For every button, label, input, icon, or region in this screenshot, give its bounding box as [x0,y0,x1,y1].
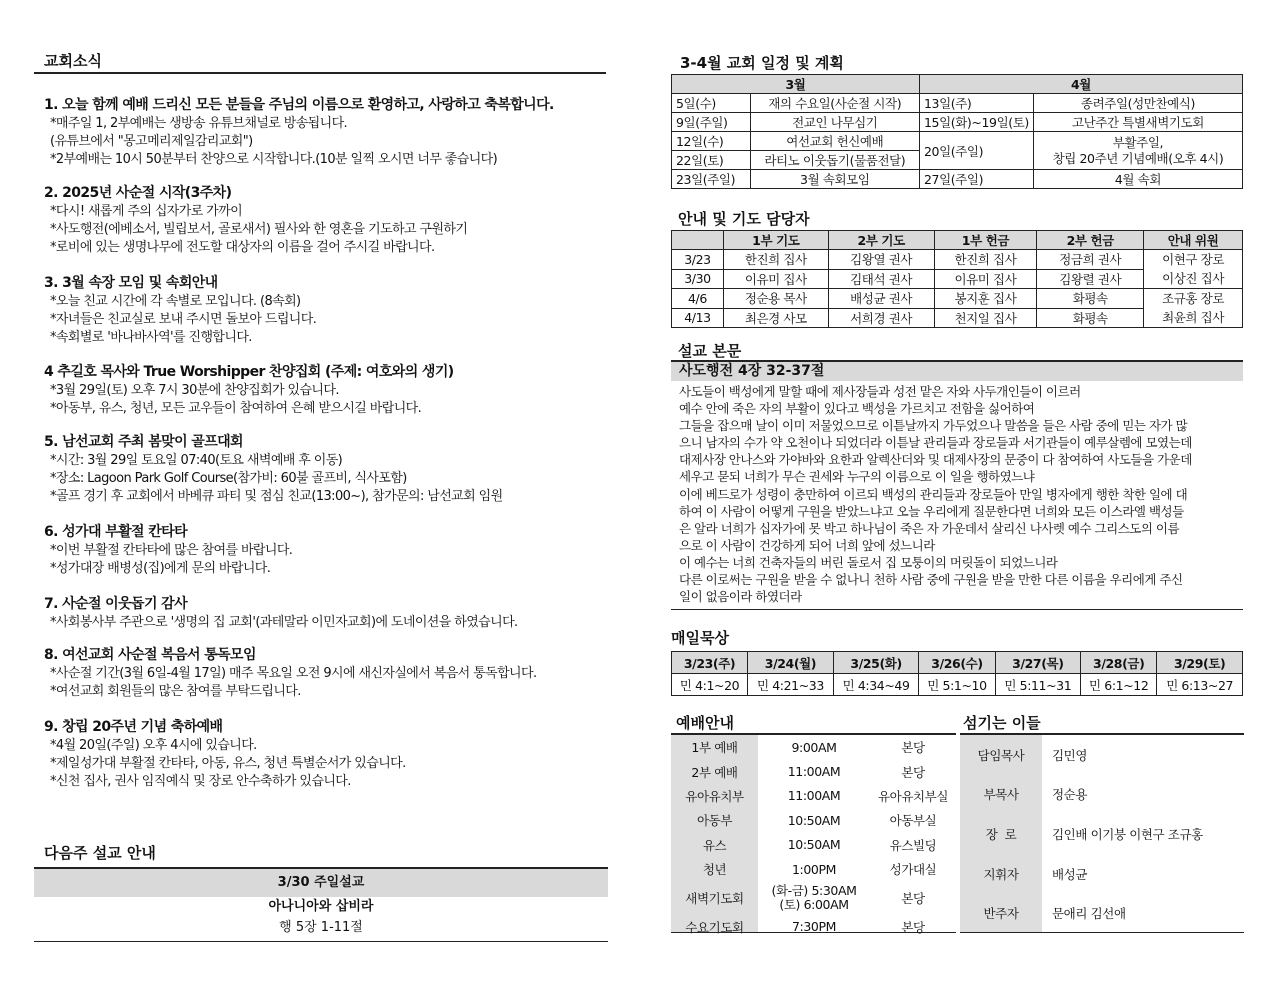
news-item-line: *신천 집사, 권사 임직예식 및 장로 안수축하가 있습니다. [50,774,351,789]
duty-header: 2부 기도 [828,231,934,250]
duty-header: 1부 기도 [723,231,828,250]
duty-date: 3/23 [672,250,724,270]
worship-time: 10:50AM [787,837,841,853]
duty-row [672,250,1243,270]
sermon-section-title: 설교 본문 [678,342,742,360]
server-names: 배성균 [1052,866,1088,882]
news-item-line: *매주일 1, 2부예배는 생방송 유튜브채널로 방송됩니다. [50,116,348,131]
april-event-line: 창립 20주년 기념예배(오후 4시) [1052,150,1224,166]
daily-table [671,651,1243,696]
server-row [960,814,1244,854]
duty-cell: 화평속 [1037,289,1144,309]
april-date: 20일(주일) [919,132,1033,170]
news-item [44,362,604,418]
daily-date: 3/24(월) [748,652,834,674]
april-date: 13일(주) [919,94,1033,113]
sermon-line: 세우고 묻되 너희가 무슨 권세와 누구의 이름으로 이 일을 행하였느냐 [679,469,1035,485]
news-item-line: *장소: Lagoon Park Golf Course(참가비: 60불 골프비, 식사포함) [50,471,407,486]
worship-place: 아동부실 [889,813,937,829]
usher-name: 이상진 집사 [1162,271,1225,286]
duty-cell: 정금희 권사 [1037,250,1144,270]
news-item-line: *사순절 기간(3월 6일-4월 17일) 매주 목요일 오전 9시에 새신자실에서 복음서 통독합니다. [50,666,537,681]
sermon-reference: 사도행전 4장 32-37절 [671,360,1243,381]
daily-date: 3/25(화) [833,652,919,674]
march-date: 5일(수) [672,94,751,113]
news-item-line: *제일성가대 부활절 칸타타, 아동, 유스, 청년 특별순서가 있습니다. [50,756,406,771]
daily-reference: 민 6:1~12 [1081,674,1157,696]
server-role: 장 로 [985,826,1017,842]
duty-cell: 한진희 집사 [723,250,828,270]
march-date: 23일(주일) [672,170,751,189]
daily-date: 3/28(금) [1081,652,1157,674]
sermon-line: 이에 베드로가 성령이 충만하여 이르되 백성의 관리들과 장로들아 만일 병자에게 행한 착한 일에 대 [679,486,1188,502]
news-item-line: *여선교회 회원들의 많은 참여를 부탁드립니다. [50,684,301,699]
daily-date: 3/26(수) [919,652,995,674]
duty-cell: 천지일 집사 [934,308,1037,328]
news-item [44,645,604,701]
servers-table [960,735,1244,933]
server-names: 문애리 김선애 [1052,906,1126,922]
daily-date: 3/29(토) [1157,652,1243,674]
worship-row [671,857,956,881]
march-date: 12일(수) [672,132,751,151]
march-event: 재의 수요일(사순절 시작) [750,94,919,113]
duty-date: 4/6 [672,289,724,309]
server-row [960,735,1244,775]
server-role: 담임목사 [977,747,1025,763]
worship-box [671,735,956,935]
worship-time [758,881,870,914]
worship-name: 수요기도회 [685,919,744,935]
next-sermon-scripture: 행 5장 1-11절 [279,920,363,935]
duty-cell: 서희경 권사 [828,308,934,328]
daily-date: 3/23(주) [672,652,748,674]
news-item-line: *이번 부활절 칸타타에 많은 참여를 바랍니다. [50,543,293,558]
april-date: 15일(화)~19일(토) [919,113,1033,132]
duty-header: 안내 위원 [1144,231,1243,250]
duty-cell: 이유미 집사 [934,269,1037,289]
news-item-line: *사도행전(에베소서, 빌립보서, 골로새서) 필사와 한 영혼을 기도하고 구원하기 [50,222,468,237]
news-item-title: 8. 여선교회 사순절 복음서 통독모임 [44,647,256,663]
april-event: 고난주간 특별새벽기도회 [1033,113,1242,132]
server-role: 부목사 [983,787,1019,803]
news-item [44,95,604,169]
march-date: 22일(토) [672,151,751,170]
news-item-line: *사회봉사부 주관으로 '생명의 집 교회'(과테말라 이민자교회)에 도네이션을 하였습니다. [50,615,518,630]
worship-row [671,833,956,857]
worship-row [671,759,956,783]
worship-place: 본당 [901,740,925,756]
march-event: 3월 속회모임 [750,170,919,189]
news-item-title: 9. 창립 20주년 기념 축하예배 [44,719,223,735]
worship-table [671,735,956,939]
usher-name: 조규홍 장로 [1162,291,1225,306]
daily-reference: 민 4:1~20 [672,674,748,696]
daily-title: 매일묵상 [671,629,729,647]
worship-name: 유아유치부 [685,788,744,804]
duty-cell: 봉지훈 집사 [934,289,1037,309]
servers-box [960,735,1244,932]
news-item-title: 3. 3월 속장 모임 및 속회안내 [44,275,218,291]
news-item-line: *골프 경기 후 교회에서 바베큐 파티 및 점심 친교(13:00~), 참가문의: 남선교회 임원 [50,489,503,504]
duty-header [672,231,724,250]
news-item-line: *자녀들은 친교실로 보내 주시면 돌보아 드립니다. [50,312,317,327]
news-item-line: *로비에 있는 생명나무에 전도할 대상자의 이름을 걸어 주시길 바랍니다. [50,240,435,255]
duty-cell: 김왕열 권사 [828,250,934,270]
news-item-line: (유튜브에서 "몽고메리제일감리교회") [50,134,253,149]
april-event: 4월 속회 [1033,170,1242,189]
daily-reference: 민 5:1~10 [919,674,995,696]
news-item-line: *성가대장 배병성(집)에게 문의 바랍니다. [50,561,271,576]
sermon-line: 이 예수는 너희 건축자들의 버린 돌로서 집 모퉁이의 머릿돌이 되었느니라 [679,554,1058,570]
sermon-line: 으니 남자의 수가 약 오천이나 되었더라 이튿날 관리들과 장로들과 서기관들이 예루살렘에 모였는데 [679,435,1192,451]
sermon-line: 그들을 잡으매 날이 이미 저물었으므로 이튿날까지 가두었으나 말씀을 들은 사람 중에 믿는 자가 많 [679,418,1188,434]
news-item-line: *다시! 새롭게 주의 십자가로 가까이 [50,204,243,219]
worship-name: 청년 [702,862,727,878]
sermon-line: 대제사장 안나스와 가야바와 요한과 알렉산더와 및 대제사장의 문중이 다 참여하여 사도들을 가운데 [679,452,1192,468]
worship-place: 유스빌딩 [889,837,937,853]
worship-time: 11:00AM [787,788,841,804]
april-date: 27일(주일) [919,170,1033,189]
server-role: 반주자 [983,906,1019,922]
news-item [44,273,604,347]
sermon-line: 하여 이 사람이 어떻게 구원을 받았느냐고 오늘 우리에게 질문한다면 너희와 모든 이스라엘 백성들 [679,503,1184,519]
duty-cell: 배성균 권사 [828,289,934,309]
news-item-line: *속회별로 '바나바사역'를 진행합니다. [50,330,252,345]
news-item [44,183,604,257]
news-item-line: *시간: 3월 29일 토요일 07:40(토요 새벽예배 후 이동) [50,453,343,468]
news-item-line: *2부예배는 10시 50분부터 찬양으로 시작합니다.(10분 일찍 오시면 너무 좋습니다) [50,152,498,167]
worship-row [671,914,956,938]
server-row [960,893,1244,933]
usher-name: 최윤희 집사 [1162,310,1225,325]
worship-place: 본당 [901,919,925,935]
news-item-title: 2. 2025년 사순절 시작(3주차) [44,185,232,201]
worship-time: 1:00PM [792,861,836,877]
server-names: 김민영 [1052,747,1088,763]
worship-name: 아동부 [696,813,733,829]
worship-row [671,735,956,759]
worship-time: 7:30PM [792,919,836,935]
march-header: 3월 [672,75,920,94]
next-sermon-name: 아나니아와 삽비라 [268,899,374,914]
server-row [960,775,1244,815]
servers-title: 섬기는 이들 [963,714,1041,732]
worship-title: 예배안내 [676,714,734,732]
worship-name: 새벽기도회 [685,890,744,906]
march-event: 전교인 나무심기 [750,113,919,132]
daily-date: 3/27(목) [995,652,1081,674]
worship-name: 1부 예배 [691,740,738,756]
usher-name: 이현구 장로 [1162,252,1225,267]
sermon-line: 은 알라 너희가 십자가에 못 박고 하나님이 죽은 자 가운데서 살리신 나사렛 예수 그리스도의 이름 [679,520,1180,536]
duty-cell: 이유미 집사 [723,269,828,289]
april-event [1033,132,1242,170]
news-item [44,522,604,578]
duty-row [672,289,1243,309]
server-names: 김인배 이기붕 이현구 조규홍 [1052,826,1203,842]
church-news-title: 교회소식 [44,52,102,70]
news-item-line: *아동부, 유스, 청년, 모든 교우들이 참여하여 은혜 받으시길 바랍니다. [50,401,422,416]
duty-date: 3/30 [672,269,724,289]
worship-name: 유스 [702,837,727,853]
news-item-title: 6. 성가대 부활절 칸타타 [44,524,187,540]
worship-time: 10:50AM [787,812,841,828]
news-item [44,717,604,791]
daily-reference: 민 5:11~31 [995,674,1081,696]
usher-cell [1144,289,1243,328]
worship-time-line: (토) 6:00AM [779,896,849,912]
worship-place: 성가대실 [889,862,937,878]
duty-date: 4/13 [672,308,724,328]
april-event-line: 부활주일, [1112,134,1164,150]
sermon-line: 사도들이 백성에게 말할 때에 제사장들과 성전 맡은 자와 사두개인들이 이르러 [679,384,1081,399]
duty-cell: 최은경 사모 [723,308,828,328]
next-sermon-header: 3/30 주일설교 [34,867,608,897]
duty-cell: 한진희 집사 [934,250,1037,270]
worship-place: 유아유치부실 [877,788,949,804]
news-item-title: 7. 사순절 이웃돕기 감사 [44,596,187,612]
sermon-line: 예수 안에 죽은 자의 부활이 있다고 백성을 가르치고 전함을 싫어하여 [679,401,1035,417]
duty-cell: 김왕렬 권사 [1037,269,1144,289]
worship-row [671,784,956,808]
news-item [44,594,604,632]
server-names: 정순용 [1052,787,1088,803]
worship-time: 9:00AM [791,739,837,755]
schedule-title: 3-4월 교회 일정 및 계획 [680,54,844,72]
april-event: 종려주일(성만찬예식) [1033,94,1242,113]
news-item-title: 1. 오늘 함께 예배 드리신 모든 분들을 주님의 이름으로 환영하고, 사랑하고 축복합니다. [44,97,554,113]
duty-header: 1부 헌금 [934,231,1037,250]
schedule-table [671,74,1243,189]
daily-reference: 민 4:21~33 [748,674,834,696]
server-role: 지휘자 [983,866,1019,882]
daily-reference: 민 6:13~27 [1157,674,1243,696]
worship-time: 11:00AM [787,764,841,780]
server-row [960,854,1244,894]
sermon-line: 으로 이 사람이 건강하게 되어 너희 앞에 섰느니라 [679,537,935,553]
next-sermon-title: 다음주 설교 안내 [44,844,156,862]
duty-cell: 김태석 권사 [828,269,934,289]
news-item-line: *4월 20일(주일) 오후 4시에 있습니다. [50,738,257,753]
news-item-line: *3월 29일(토) 오후 7시 30분에 찬양집회가 있습니다. [50,383,339,398]
news-item-title: 5. 남선교회 주최 봄맞이 골프대회 [44,434,243,450]
worship-row [671,808,956,832]
news-item-title: 4 추길호 목사와 True Worshipper 찬양집회 (주제: 여호와의 생기) [44,364,454,380]
worship-place: 본당 [901,890,925,906]
march-date: 9일(주일) [672,113,751,132]
april-header: 4월 [919,75,1242,94]
news-item-line: *오늘 친교 시간에 각 속별로 모입니다. (8속회) [50,294,301,309]
march-event: 라티노 이웃돕기(물품전달) [750,151,919,170]
worship-place: 본당 [901,764,925,780]
march-event: 여선교회 헌신예배 [750,132,919,151]
duty-cell: 정순용 목사 [723,289,828,309]
news-item [44,432,604,506]
duty-title: 안내 및 기도 담당자 [678,210,810,228]
usher-cell [1144,250,1243,289]
sermon-text [679,383,1239,605]
worship-time-line: (화-금) 5:30AM [771,882,857,898]
worship-name: 2부 예배 [691,764,738,780]
sermon-line: 일이 없음이라 하였더라 [679,589,802,605]
daily-reference: 민 4:34~49 [833,674,919,696]
sermon-line: 다른 이로써는 구원을 받을 수 없나니 천하 사람 중에 구원을 받을 만한 다른 이름을 우리에게 주신 [679,572,1183,588]
duty-header: 2부 헌금 [1037,231,1144,250]
duty-table [671,230,1243,328]
worship-row [671,881,956,914]
duty-cell: 화평속 [1037,308,1144,328]
